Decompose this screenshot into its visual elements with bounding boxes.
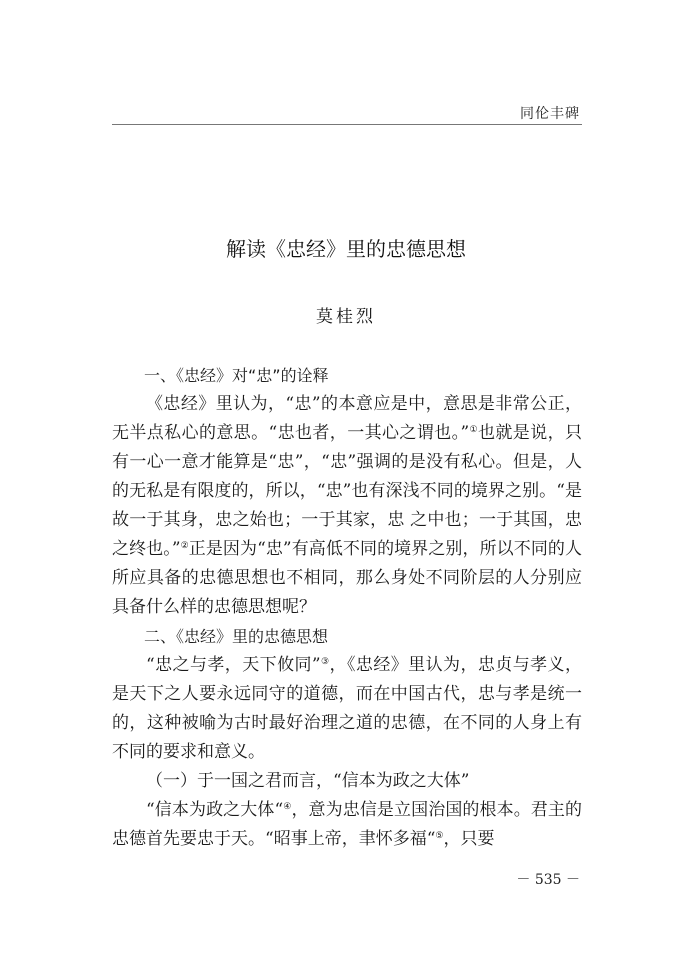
article-body bbox=[112, 361, 582, 854]
paragraph-3-text-c: ，只要 bbox=[443, 829, 495, 849]
header-rule bbox=[112, 124, 582, 125]
paragraph-2-text-b: ，《忠经》里认为，忠贞与孝义，是天下之人要永远同守的道德，而在中国古代，忠与孝是统一的，这种被喻为古时最好治理之道的忠德，在不同的人身上有不同的要求和意义。 bbox=[112, 655, 582, 762]
subsection-heading-1: （一）于一国之君而言，“信本为政之大体” bbox=[146, 771, 470, 791]
footnote-ref-3[interactable]: ③ bbox=[320, 657, 330, 667]
paragraph-3 bbox=[112, 796, 582, 854]
paragraph-2 bbox=[112, 651, 582, 767]
page-number: － 535 － bbox=[516, 872, 580, 888]
paragraph-3-text-a: “信本为政之大体“ bbox=[146, 800, 284, 820]
paragraph-3-text-b: ，意为忠信是立国治国的根本。君主的忠德首先要忠于天。“昭事上帝，聿怀多福“ bbox=[112, 800, 582, 849]
footnote-ref-4[interactable]: ④ bbox=[283, 802, 292, 812]
paragraph-1-text-b: 也就是说，只有一心一意才能算是“忠”，“忠”强调的是没有私心。但是，人的无私是有限度的，所以，“忠”也有深浅不同的境界之别。“是故一于其身，忠之始也；一于其家，忠 之中也；一于其国，忠之终也。” bbox=[112, 423, 582, 559]
paragraph-1-text-c: 正是因为“忠”有高低不同的境界之别，所以不同的人所应具备的忠德思想也不相同，那么身处不同阶层的人分别应具备什么样的忠德思想呢？ bbox=[112, 539, 582, 617]
paragraph-1-text-a: 《忠经》里认为，“忠”的本意应是中，意思是非常公正，无半点私心的意思。“忠也者，一其心之谓也。” bbox=[112, 394, 582, 443]
footnote-ref-2[interactable]: ② bbox=[180, 541, 189, 551]
paragraph-2-text-a: “忠之与孝，天下攸同” bbox=[146, 655, 321, 675]
article-title: 解读《忠经》里的忠德思想 bbox=[226, 237, 466, 261]
section-heading-1: 一、《忠经》对“忠”的诠释 bbox=[144, 366, 329, 385]
footnote-ref-1[interactable]: ① bbox=[469, 425, 479, 435]
section-heading-2: 二、《忠经》里的忠德思想 bbox=[144, 627, 329, 646]
running-head: 同伦丰碑 bbox=[520, 106, 580, 122]
paragraph-1 bbox=[112, 390, 582, 622]
footnote-ref-5[interactable]: ⑤ bbox=[435, 831, 444, 841]
author-name: 莫桂烈 bbox=[316, 307, 376, 327]
